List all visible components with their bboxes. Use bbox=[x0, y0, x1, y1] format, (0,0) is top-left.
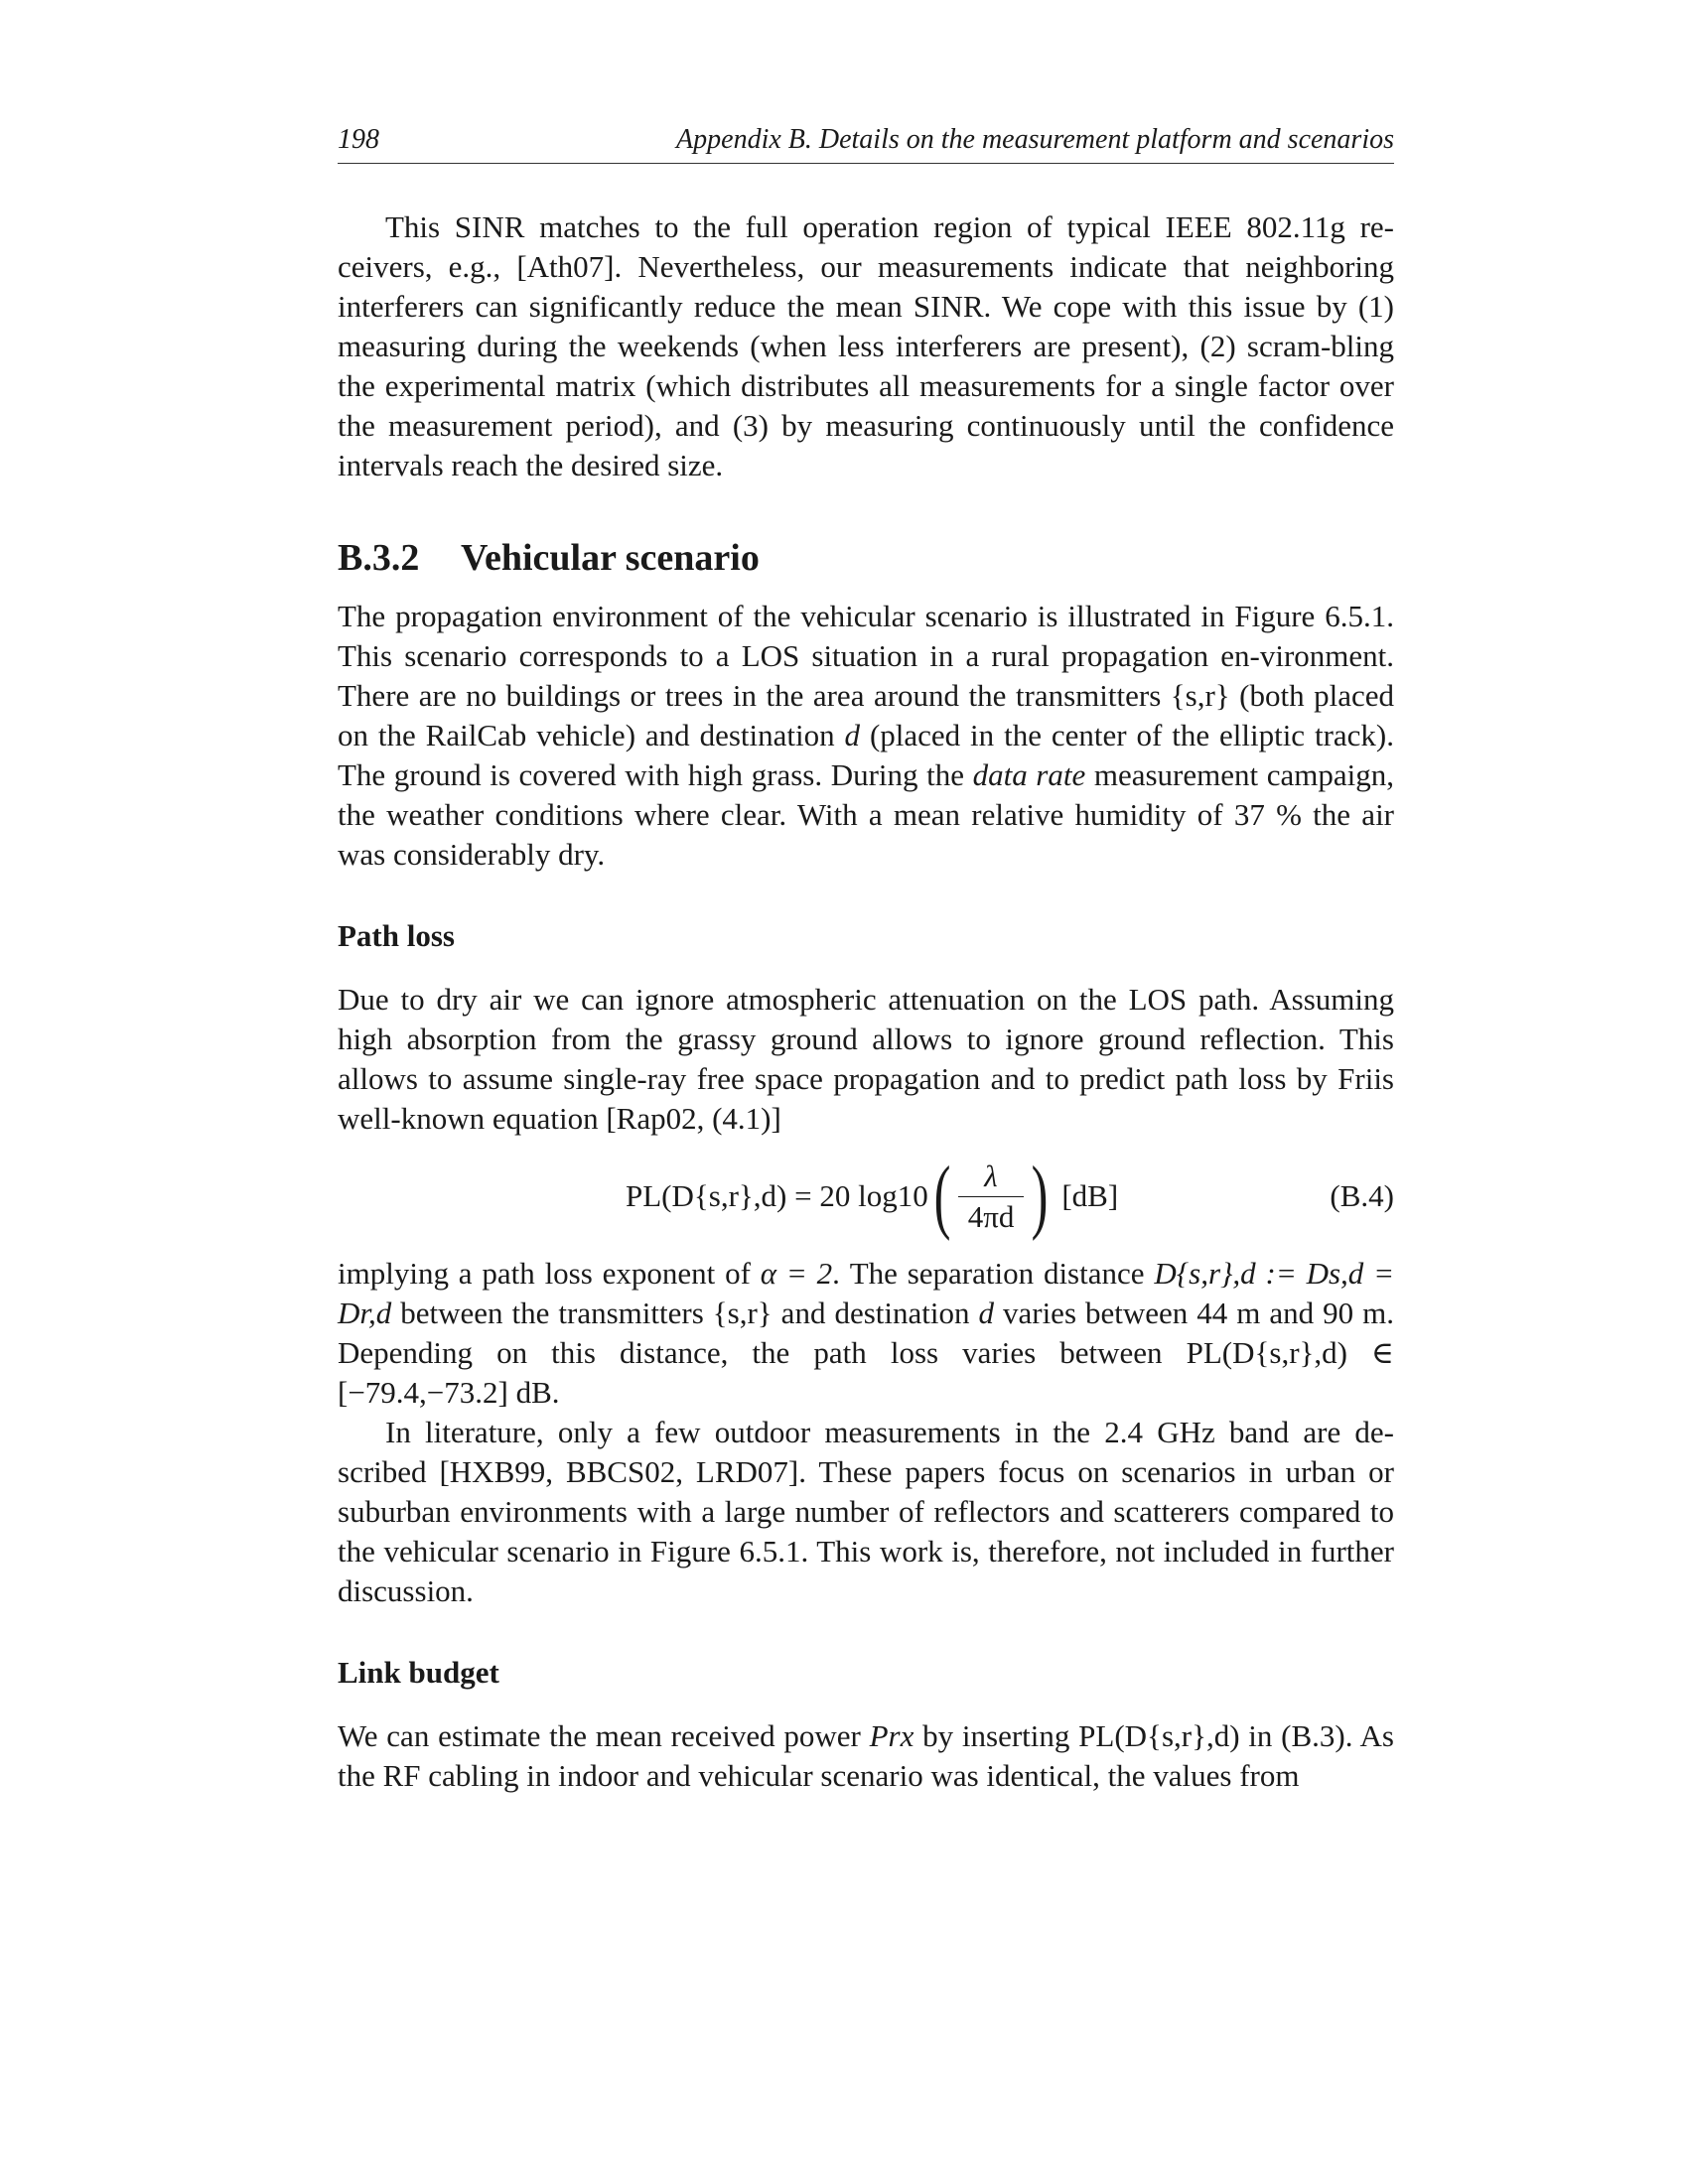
math-expression: PL(D{s,r},d) ∈ [−79.4,−73.2] dB bbox=[338, 1335, 1394, 1410]
math-expression: D{s,r},d := Ds,d = Dr,d bbox=[338, 1256, 1395, 1330]
equation-body bbox=[626, 1145, 1118, 1248]
paragraph-literature: In literature, only a few outdoor measurements in the 2.4 GHz band are de-scribed [HXB99, BBCS02, LRD07]. These papers focus on scenarios in urban or suburban environments with a large number of reflectors and scatterers compared to the vehicular scenario in Figure 6.5.1. This work is, therefore, not included in further discussion. bbox=[338, 1415, 1394, 1608]
math-expression: α = 2 bbox=[760, 1256, 833, 1291]
math-set: {s,r} bbox=[712, 1296, 773, 1330]
right-paren: ) bbox=[1031, 1150, 1049, 1242]
left-paren: ( bbox=[933, 1150, 951, 1242]
math-expression: PL(D{s,r},d) bbox=[1078, 1718, 1240, 1753]
section-number: B.3.2 bbox=[338, 537, 420, 579]
paragraph-propagation-environment bbox=[338, 597, 1394, 875]
running-head bbox=[338, 123, 1394, 164]
math-set: {s,r} bbox=[1170, 678, 1230, 713]
text-run: The propagation environment of the vehicular scenario is illustrated in Figure 6.5.1. This scenario corresponds to a LOS situation in a rural propagation en-vironment. There are no buildings or trees in the area around the transmitters bbox=[338, 599, 1394, 713]
text-run: We can estimate the mean received power bbox=[338, 1718, 870, 1753]
text-run: between the transmitters bbox=[391, 1296, 713, 1330]
section-heading bbox=[338, 535, 1394, 581]
text-run: in (B.3). As the RF cabling in indoor and vehicular scenario was identical, the values from bbox=[338, 1718, 1394, 1793]
subheading-path-loss: Path loss bbox=[338, 918, 455, 953]
paragraph-link-budget bbox=[338, 1716, 1394, 1796]
text-run: varies between 44 m and 90 m. Depending on this distance, the path loss varies between bbox=[338, 1296, 1395, 1370]
running-title: Appendix B. Details on the measurement platform and scenarios bbox=[676, 124, 1394, 155]
emphasis: data rate bbox=[972, 757, 1086, 792]
paragraph-path-loss-exponent bbox=[338, 1254, 1394, 1413]
paragraph-path-loss: Due to dry air we can ignore atmospheric attenuation on the LOS path. Assuming high absorption from the grassy ground allows to ignore ground reflection. This allows to assume single-ray free space propagation and to predict path loss by Friis well-known equation [Rap02, (4.1)] bbox=[338, 982, 1394, 1136]
text-run: implying a path loss exponent of bbox=[338, 1256, 761, 1291]
equation-unit: [dB] bbox=[1061, 1178, 1119, 1213]
fraction-numerator: λ bbox=[984, 1158, 998, 1193]
text-run: measurement campaign, the weather conditions where clear. With a mean relative humidity of 37 % the air was considerably dry. bbox=[338, 757, 1394, 872]
equation-label: (B.4) bbox=[1330, 1178, 1394, 1213]
text-run: . bbox=[551, 1375, 560, 1410]
math-var: Prx bbox=[869, 1718, 914, 1753]
subheading-link-budget: Link budget bbox=[338, 1655, 499, 1690]
equation-lhs: PL(D{s,r},d) = 20 log10 bbox=[626, 1178, 928, 1213]
text-run: by inserting bbox=[914, 1718, 1079, 1753]
section-title: Vehicular scenario bbox=[461, 537, 760, 579]
math-var: d bbox=[978, 1296, 994, 1330]
paper-page bbox=[338, 123, 1394, 1796]
text-run: (placed in the center of the elliptic track). The ground is covered with high grass. During the bbox=[338, 718, 1394, 792]
text-run: (both placed on the RailCab vehicle) and destination bbox=[338, 678, 1394, 752]
equation-fraction bbox=[958, 1159, 1025, 1235]
text-run: . The separation distance bbox=[832, 1256, 1155, 1291]
equation-b4 bbox=[338, 1145, 1394, 1248]
text-run: and destination bbox=[772, 1296, 979, 1330]
math-var: d bbox=[844, 718, 861, 752]
paragraph-sinr: This SINR matches to the full operation region of typical IEEE 802.11g re-ceivers, e.g., [Ath07]. Nevertheless, our measurements indicate that neighboring interferers can significantly reduce the mean SINR. We cope with this issue by (1) measuring during the weekends (when less interferers are present), (2) scram-bling the experimental matrix (which distributes all measurements for a single factor over the measurement period), and (3) by measuring continuously until the confidence intervals reach the desired size. bbox=[338, 209, 1394, 482]
page-number: 198 bbox=[338, 124, 379, 155]
fraction-denominator: 4πd bbox=[958, 1196, 1025, 1235]
